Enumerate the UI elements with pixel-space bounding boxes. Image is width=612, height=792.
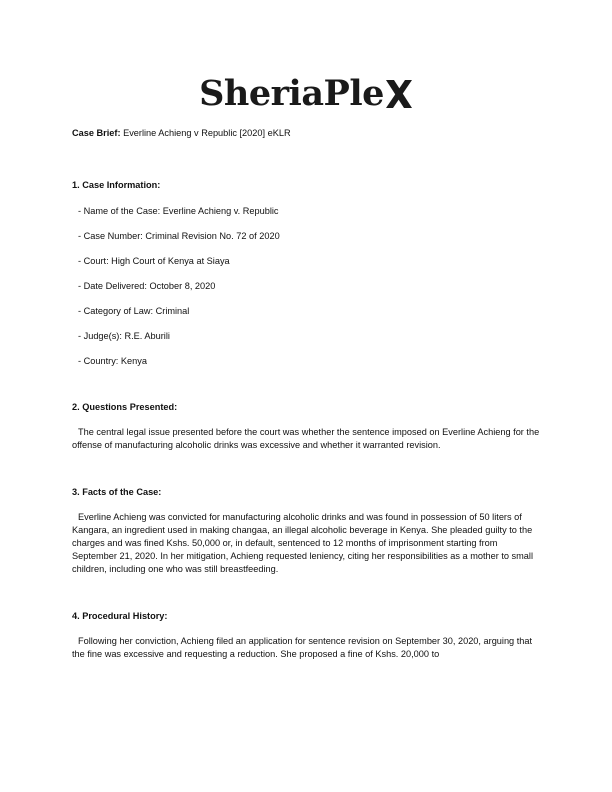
info-item-case-number: - Case Number: Criminal Revision No. 72 of 2020 bbox=[78, 231, 280, 241]
logo-wordmark bbox=[199, 73, 413, 114]
logo-text: SheriaPle bbox=[199, 73, 384, 114]
section-heading-questions-presented: 2. Questions Presented: bbox=[72, 402, 178, 412]
document-body bbox=[72, 127, 542, 661]
info-item-country: - Country: Kenya bbox=[78, 356, 147, 366]
info-item-court: - Court: High Court of Kenya at Siaya bbox=[78, 256, 230, 266]
section-heading-case-information: 1. Case Information: bbox=[72, 180, 161, 190]
info-item-judges: - Judge(s): R.E. Aburili bbox=[78, 331, 170, 341]
logo-x-mark bbox=[385, 77, 413, 111]
case-brief-line bbox=[72, 127, 542, 140]
procedural-history-paragraph: Following her conviction, Achieng filed an application for sentence revision on September 30, 2020, arguing that the fine was excessive and requesting a reduction. She proposed a fine of Kshs. 20,000 to bbox=[72, 636, 533, 659]
sheriaplex-logo bbox=[0, 73, 612, 114]
info-item-case-name: - Name of the Case: Everline Achieng v. Republic bbox=[78, 206, 279, 216]
info-item-date-delivered: - Date Delivered: October 8, 2020 bbox=[78, 281, 216, 291]
questions-presented-paragraph: The central legal issue presented before the court was whether the sentence imposed on Everline Achieng for the offense of manufacturing alcoholic drinks was excessive and whether it warranted revision. bbox=[72, 427, 540, 450]
case-brief-title: Everline Achieng v Republic [2020] eKLR bbox=[120, 128, 291, 138]
section-heading-procedural-history: 4. Procedural History: bbox=[72, 611, 168, 621]
section-heading-facts: 3. Facts of the Case: bbox=[72, 487, 162, 497]
facts-paragraph: Everline Achieng was convicted for manufacturing alcoholic drinks and was found in possession of 50 liters of Kangara, an ingredient used in making changaa, an illegal alcoholic beverage in Kenya. She pleaded guilty to the charges and was fined Kshs. 50,000 or, in default, sentenced to 12 months of imprisonment starting from September 21, 2020. In her mitigation, Achieng requested leniency, citing her responsibilities as a mother to small children, including one who was still breastfeeding. bbox=[72, 512, 533, 574]
info-item-category: - Category of Law: Criminal bbox=[78, 306, 190, 316]
case-brief-label: Case Brief: bbox=[72, 128, 121, 138]
